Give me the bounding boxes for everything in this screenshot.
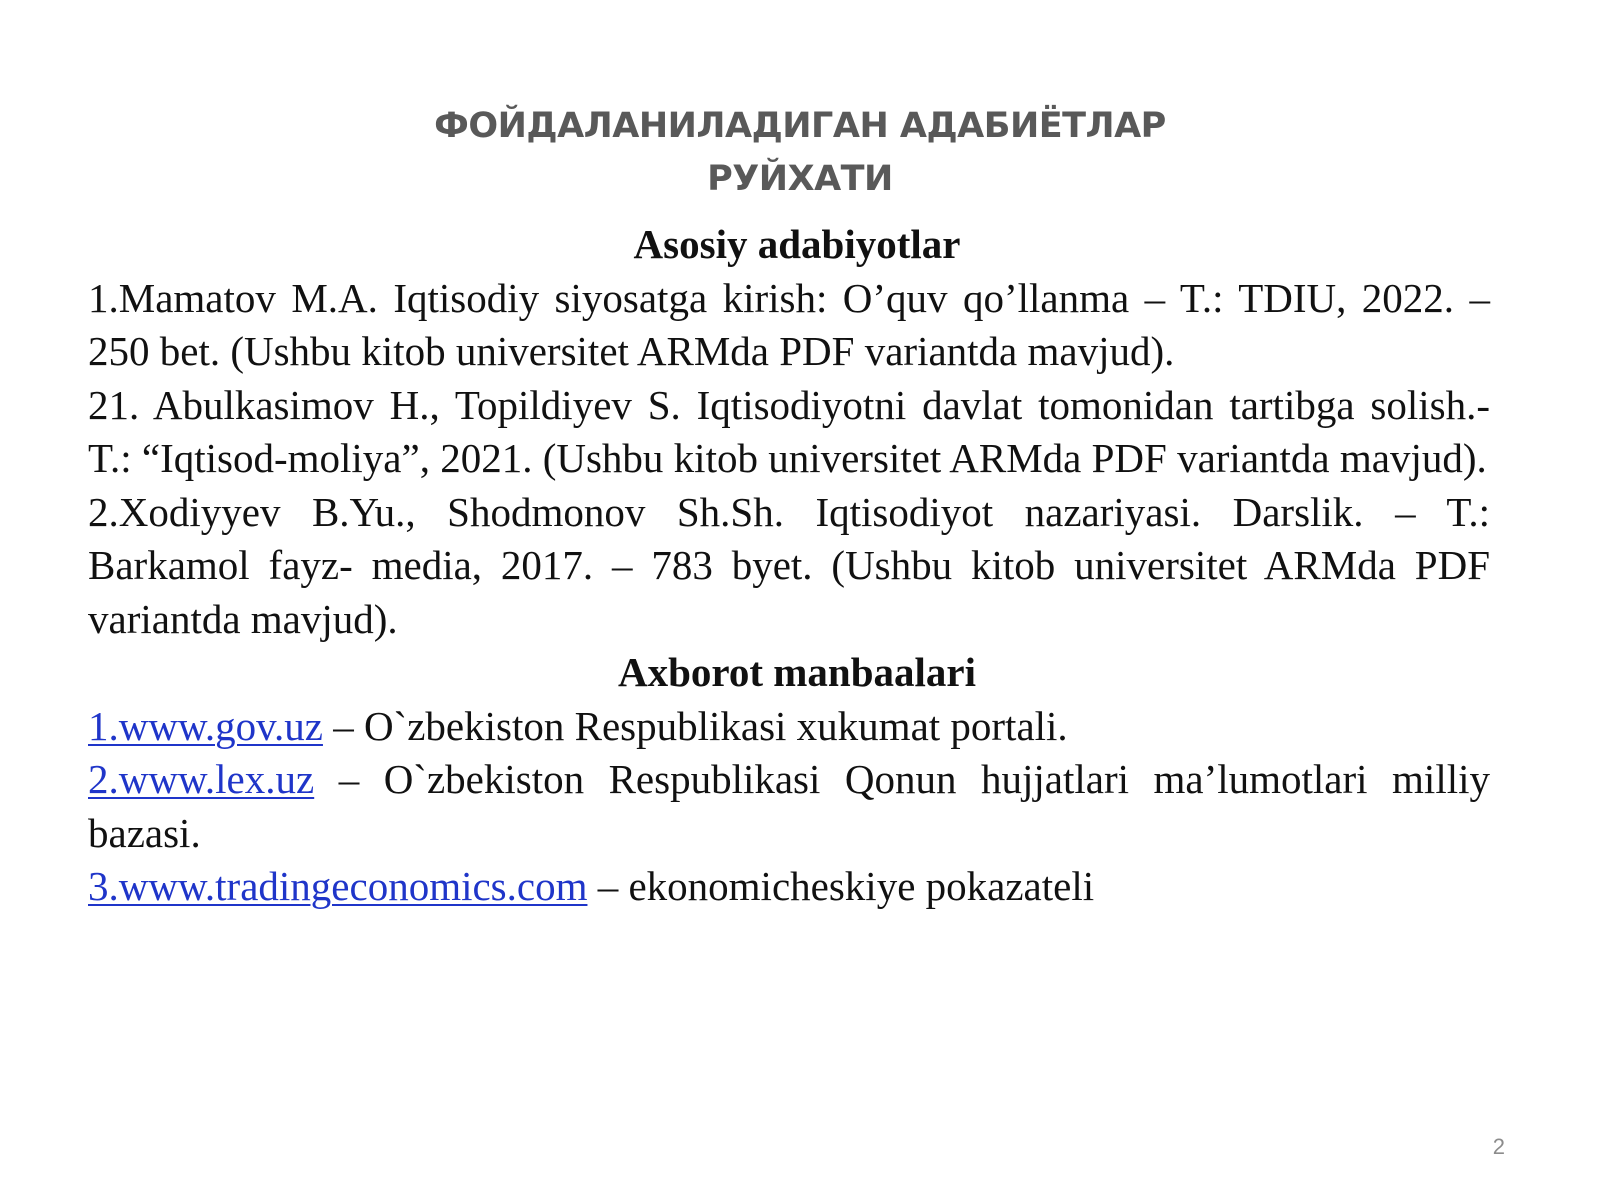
source-link-gov[interactable]: 1.www.gov.uz [88,702,323,749]
source-link-lex[interactable]: 2.www.lex.uz [88,756,315,802]
reference-item-3: 2.Xodiyyev B.Yu., Shodmonov Sh.Sh. Iqtisodiyot nazariyasi. Darslik. – T.: Barkamol fayz- media, 2017. – 783 byet. (Ushbu kitob universitet ARMda PDF variantda mavjud). [88,488,1490,642]
reference-item-1: 1.Mamatov M.A. Iqtisodiy siyosatga kirish: O’quv qo’llanma – T.: TDIU, 2022. – 250 bet. (Ushbu kitob universitet ARMda PDF variantda mavjud). [88,274,1490,374]
source-item-2 [88,753,1490,860]
page-title-line-1: ФОЙДАЛАНИЛАДИГАН АДАБИЁТЛАР [434,106,1166,146]
info-sources-heading: Axborot manbaalari [617,649,976,695]
source-item-3 [88,860,1490,914]
source-link-tradingeconomics[interactable]: 3.www.tradingeconomics.com [88,863,588,909]
page-number: 2 [1492,1134,1505,1159]
page-title [0,100,1600,206]
source-description: – ekonomicheskiye pokazateli [587,863,1095,909]
source-item-1 [88,700,1490,754]
page-title-line-2: РУЙХАТИ [707,159,893,199]
main-literature-heading: Asosiy adabiyotlar [633,221,961,267]
reference-item-2: 21. Abulkasimov H., Topildiyev S. Iqtisodiyotni davlat tomonidan tartibga solish.- T.: “Iqtisod-moliya”, 2021. (Ushbu kitob universitet ARMda PDF variantda mavjud). [88,381,1490,481]
source-description: – O`zbekiston Respublikasi Qonun hujjatlari ma’lumotlari milliy bazasi. [88,756,1490,856]
source-description: – O`zbekiston Respublikasi xukumat portali. [322,702,1068,749]
content-body [88,218,1490,914]
